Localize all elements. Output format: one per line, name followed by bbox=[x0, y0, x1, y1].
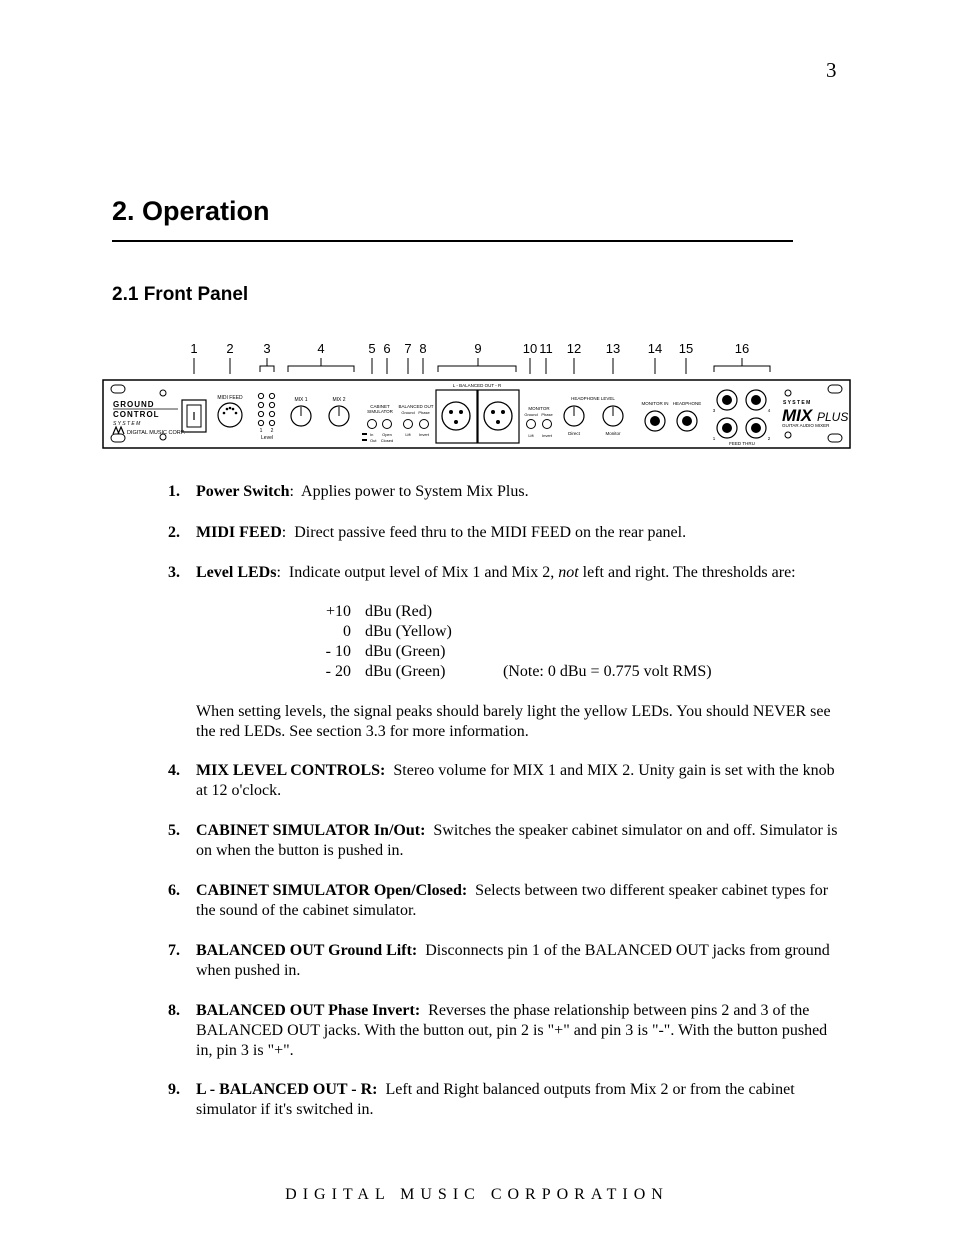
chapter-title: 2. Operation bbox=[112, 196, 270, 226]
item-text: Reverses the phase relationship between pins 2 and 3 of the BALANCED OUT jacks. With the button out, pin 2 is "+" and pin 3 is "-". With the button pushed in, pin 3 is "+". bbox=[196, 1002, 828, 1059]
logo-sub: GUITAR AUDIO MIXER bbox=[782, 423, 830, 428]
item-term: CABINET SIMULATOR In/Out: bbox=[196, 822, 426, 839]
item-term: CABINET SIMULATOR Open/Closed: bbox=[196, 882, 468, 899]
callout-14: 14 bbox=[647, 341, 663, 356]
in-label: In bbox=[370, 432, 374, 437]
midi-feed-label: MIDI FEED bbox=[217, 395, 243, 401]
callout-16: 16 bbox=[734, 341, 750, 356]
monitor-invert-label: Invert bbox=[541, 433, 553, 438]
callout-12: 12 bbox=[566, 341, 582, 356]
item-text: Applies power to System Mix Plus. bbox=[301, 483, 529, 500]
list-item: 3. Level LEDs: Indicate output level of Mix 1 and Mix 2, not left and right. The thresholds are: bbox=[168, 564, 796, 581]
monitor-lift-label: Lift bbox=[528, 433, 534, 438]
callout-4: 4 bbox=[317, 341, 325, 356]
list-item: 2. MIDI FEED: Direct passive feed thru to the MIDI FEED on the rear panel. bbox=[168, 524, 687, 541]
threshold-unit: dBu (Red) bbox=[365, 603, 433, 620]
callout-3: 3 bbox=[263, 341, 271, 356]
item-term: Power Switch bbox=[196, 483, 290, 500]
brand-company: DIGITAL MUSIC CORP. bbox=[127, 430, 186, 436]
item-number: 9. bbox=[168, 1081, 180, 1098]
list-item bbox=[168, 881, 840, 921]
ground-label: Ground bbox=[401, 410, 415, 415]
callout-8: 8 bbox=[419, 341, 427, 356]
monitor-ground-label: Ground bbox=[524, 412, 538, 417]
lift-label: Lift bbox=[405, 432, 411, 437]
item-term: MIX LEVEL CONTROLS: bbox=[196, 762, 386, 779]
invert-label: Invert bbox=[418, 432, 430, 437]
monitor-label: MONITOR bbox=[528, 406, 550, 411]
item-term: BALANCED OUT Phase Invert: bbox=[196, 1002, 421, 1019]
callout-10: 10 bbox=[522, 341, 538, 356]
item-number: 4. bbox=[168, 762, 180, 779]
threshold-unit: dBu (Green) bbox=[365, 663, 446, 680]
in-indicator-icon bbox=[362, 433, 367, 435]
hp-monitor-label: Monitor bbox=[605, 431, 621, 436]
jack-1-label: 1 bbox=[712, 436, 716, 441]
balanced-out-lr-label: L - BALANCED OUT - R bbox=[452, 383, 502, 388]
logo-system: S Y S T E M bbox=[783, 400, 811, 406]
list-item bbox=[168, 821, 840, 861]
threshold-unit: dBu (Yellow) bbox=[365, 623, 452, 640]
item-term: Level LEDs bbox=[196, 564, 277, 581]
logo-plus: PLUS bbox=[817, 410, 849, 424]
item-text: Stereo volume for MIX 1 and MIX 2. Unity gain is set with the knob at 12 o'clock. bbox=[196, 762, 835, 799]
callout-9: 9 bbox=[474, 341, 482, 356]
monitor-in-label: MONITOR IN bbox=[641, 401, 669, 406]
item-emphasis: not bbox=[558, 564, 579, 581]
page-number: 3 bbox=[826, 58, 837, 82]
callout-11: 11 bbox=[539, 341, 553, 356]
callout-7: 7 bbox=[404, 341, 412, 356]
level-2-label: 2 bbox=[270, 428, 274, 434]
simulator-label: SIMULATOR bbox=[367, 409, 393, 414]
jack-3-label: 3 bbox=[712, 408, 716, 413]
callout-2: 2 bbox=[226, 341, 234, 356]
item-number: 2. bbox=[168, 524, 180, 541]
item-term: MIDI FEED bbox=[196, 524, 282, 541]
phase-label: Phase bbox=[418, 410, 430, 415]
list-item bbox=[168, 941, 840, 981]
level-1-label: 1 bbox=[259, 428, 263, 434]
threshold-value: - 10 bbox=[325, 643, 351, 660]
item-text: Indicate output level of Mix 1 and Mix 2, bbox=[288, 564, 559, 581]
direct-label: Direct bbox=[568, 431, 580, 436]
item-text: Switches the speaker cabinet simulator on and off. Simulator is on when the button is pushed in. bbox=[196, 822, 838, 859]
item-text: Disconnects pin 1 of the BALANCED OUT jacks from ground when pushed in. bbox=[196, 942, 830, 979]
closed-label: Closed bbox=[380, 438, 394, 443]
cabinet-label: CABINET bbox=[370, 404, 390, 409]
list-item bbox=[168, 1001, 840, 1061]
threshold-value: 0 bbox=[343, 623, 351, 640]
level-paragraph: When setting levels, the signal peaks should barely light the yellow LEDs. You should NEVER see the red LEDs. See section 3.3 for more information. bbox=[196, 703, 831, 740]
front-panel-diagram bbox=[96, 334, 856, 454]
callout-13: 13 bbox=[605, 341, 621, 356]
mix2-label: MIX 2 bbox=[332, 397, 346, 403]
callout-6: 6 bbox=[383, 341, 391, 356]
out-indicator-icon bbox=[362, 439, 367, 441]
logo-mix: MIX bbox=[782, 406, 813, 425]
section-title: 2.1 Front Panel bbox=[112, 284, 249, 305]
brand-line2: CONTROL bbox=[113, 410, 160, 419]
item-text: Selects between two different speaker cabinet types for the sound of the cabinet simulator. bbox=[196, 882, 829, 919]
item-number: 7. bbox=[168, 942, 180, 959]
feed-thru-label: FEED THRU bbox=[729, 441, 755, 446]
list-item bbox=[168, 761, 840, 801]
item-number: 1. bbox=[168, 483, 180, 500]
chapter-rule bbox=[112, 240, 793, 242]
monitor-phase-label: Phase bbox=[541, 412, 553, 417]
mix1-label: MIX 1 bbox=[294, 397, 308, 403]
list-item bbox=[168, 1080, 840, 1120]
callout-leaders bbox=[194, 358, 770, 374]
out-label: Out bbox=[370, 438, 377, 443]
brand-line1: GROUND bbox=[113, 400, 155, 409]
item-number: 6. bbox=[168, 882, 180, 899]
jack-2-label: 2 bbox=[767, 436, 771, 441]
item-term: BALANCED OUT Ground Lift: bbox=[196, 942, 418, 959]
item-number: 5. bbox=[168, 822, 180, 839]
item-number: 8. bbox=[168, 1002, 180, 1019]
threshold-unit: dBu (Green) bbox=[365, 643, 446, 660]
callout-15: 15 bbox=[678, 341, 694, 356]
balanced-out-label: BALANCED OUT bbox=[398, 404, 434, 409]
threshold-note: (Note: 0 dBu = 0.775 volt RMS) bbox=[503, 663, 712, 680]
item-term: L - BALANCED OUT - R: bbox=[196, 1081, 378, 1098]
page-footer: DIGITAL MUSIC CORPORATION bbox=[285, 1186, 669, 1203]
threshold-value: +10 bbox=[325, 603, 351, 620]
headphone-label: HEADPHONE bbox=[672, 401, 702, 406]
item-number: 3. bbox=[168, 564, 180, 581]
jack-4-label: 4 bbox=[767, 408, 771, 413]
item-text: left and right. The thresholds are: bbox=[578, 564, 796, 581]
open-label: Open bbox=[382, 432, 392, 437]
list-item: 1. Power Switch: Applies power to System Mix Plus. bbox=[168, 483, 529, 500]
callout-1: 1 bbox=[190, 341, 198, 356]
brand-system: S Y S T E M bbox=[113, 421, 141, 427]
item-text: Direct passive feed thru to the MIDI FEED on the rear panel. bbox=[294, 524, 687, 541]
item-text: Left and Right balanced outputs from Mix 2 or from the cabinet simulator if it's switched in. bbox=[196, 1081, 795, 1118]
threshold-value: - 20 bbox=[325, 663, 351, 680]
callout-5: 5 bbox=[368, 341, 376, 356]
level-label: Level bbox=[261, 435, 273, 441]
headphone-level-label: HEADPHONE LEVEL bbox=[571, 396, 615, 401]
